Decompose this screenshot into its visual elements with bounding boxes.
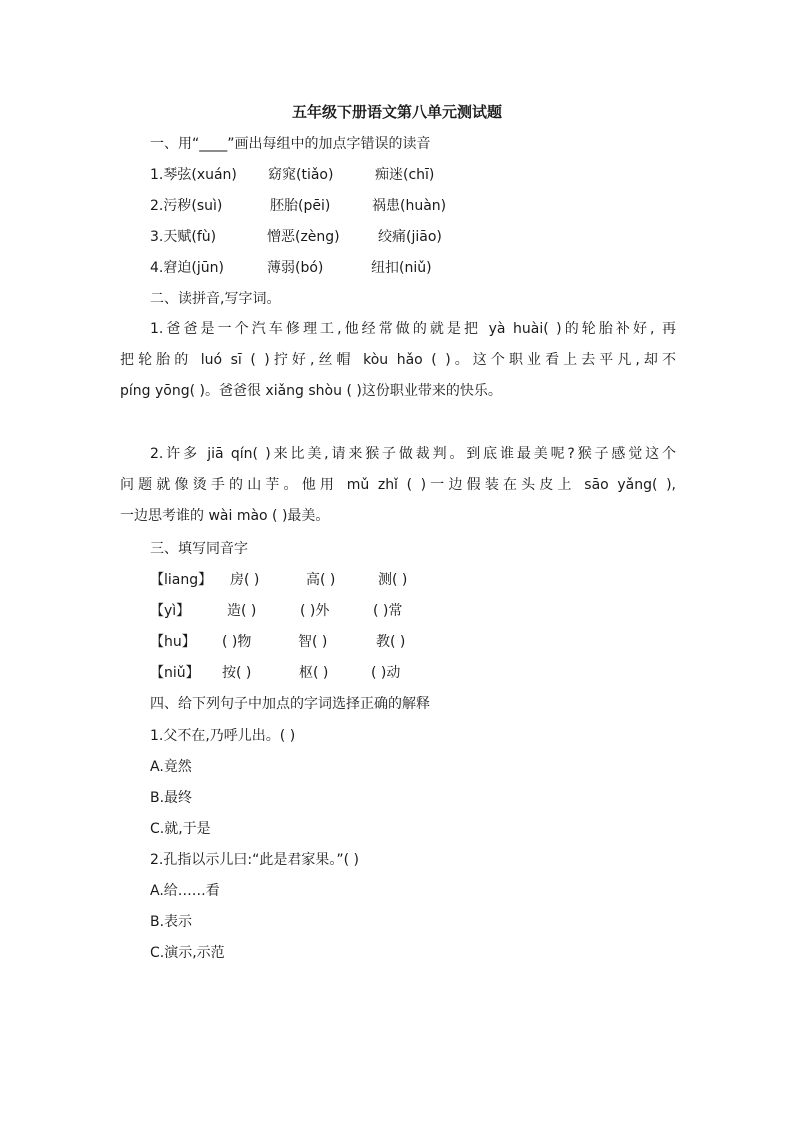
q2-option-b: B.表示 (150, 914, 193, 930)
fill-blank: ( )动 (371, 665, 401, 681)
fill-blank: 高( ) (306, 572, 336, 588)
section2-heading: 二、读拼音,写字词。 (150, 291, 281, 307)
pinyin-item: 绞痛(jiāo) (378, 229, 442, 245)
paragraph-line: 把轮胎的 luó sī ( )拧好,丝帽 kòu hǎo ( )。这个职业看上去平凡,却不 (120, 352, 676, 368)
pinyin-item: 4.窘迫(jūn) (150, 260, 224, 276)
section2-paragraph-2 (120, 439, 676, 532)
pinyin-label: 【yì】 (150, 603, 191, 619)
pinyin-label: 【niǔ】 (150, 665, 200, 681)
paragraph-line: 1.爸爸是一个汽车修理工,他经常做的就是把 yà huài( )的轮胎补好, 再 (150, 321, 676, 337)
section1-row (150, 226, 442, 248)
fill-blank: 教( ) (376, 634, 406, 650)
section1-heading: 一、用“____”画出每组中的加点字错误的读音 (150, 136, 431, 152)
fill-blank: 枢( ) (299, 665, 329, 681)
section4-heading: 四、给下列句子中加点的字词选择正确的解释 (150, 696, 430, 712)
pinyin-label: 【liang】 (150, 572, 213, 588)
pinyin-item: 1.琴弦(xuán) (150, 167, 237, 183)
q2-option-c: C.演示,示范 (150, 945, 225, 961)
pinyin-item: 纽扣(niǔ) (371, 260, 432, 276)
q1-option-a: A.竟然 (150, 759, 192, 775)
section1-row (150, 257, 432, 279)
page-title: 五年级下册语文第八单元测试题 (291, 103, 502, 121)
fill-blank: ( )常 (373, 603, 403, 619)
homophone-row (150, 569, 407, 591)
pinyin-item: 憎恶(zèng) (267, 229, 340, 245)
paragraph-line: píng yōng( )。爸爸很 xiǎng shòu ( )这份职业带来的快乐。 (120, 383, 502, 399)
pinyin-item: 窈窕(tiǎo) (268, 167, 334, 183)
fill-blank: 按( ) (222, 665, 252, 681)
homophone-row (150, 662, 400, 684)
fill-blank: ( )物 (222, 634, 252, 650)
fill-blank: 造( ) (227, 603, 257, 619)
fill-blank: 测( ) (378, 572, 408, 588)
pinyin-item: 痴迷(chī) (375, 167, 435, 183)
q1-option-c: C.就,于是 (150, 821, 211, 837)
pinyin-item: 薄弱(bó) (267, 260, 324, 276)
fill-blank: 智( ) (298, 634, 328, 650)
paragraph-line: 一边思考谁的 wài mào ( )最美。 (120, 508, 330, 524)
pinyin-item: 2.污秽(suì) (150, 198, 223, 214)
paragraph-line: 问题就像烫手的山芋。他用 mǔ zhǐ ( )一边假装在头皮上 sāo yǎng( ), (120, 477, 676, 493)
section2-paragraph-1 (120, 314, 676, 407)
q1-option-b: B.最终 (150, 790, 193, 806)
section3-heading: 三、填写同音字 (150, 541, 248, 557)
fill-blank: 房( ) (230, 572, 260, 588)
section1-row (150, 195, 446, 217)
paragraph-line: 2.许多 jiā qín( )来比美,请来猴子做裁判。到底谁最美呢?猴子感觉这个 (150, 446, 676, 462)
question-1: 1.父不在,乃呼儿出。( ) (150, 728, 296, 744)
pinyin-label: 【hu】 (150, 634, 196, 650)
homophone-row (150, 631, 405, 653)
section1-row (150, 164, 434, 186)
pinyin-item: 3.天赋(fù) (150, 229, 217, 245)
q2-option-a: A.给……看 (150, 883, 220, 899)
fill-blank: ( )外 (300, 603, 330, 619)
question-2: 2.孔指以示儿曰:“此是君家果。”( ) (150, 852, 359, 868)
pinyin-item: 祸患(huàn) (372, 198, 447, 214)
homophone-row (150, 600, 402, 622)
pinyin-item: 胚胎(pēi) (270, 198, 331, 214)
